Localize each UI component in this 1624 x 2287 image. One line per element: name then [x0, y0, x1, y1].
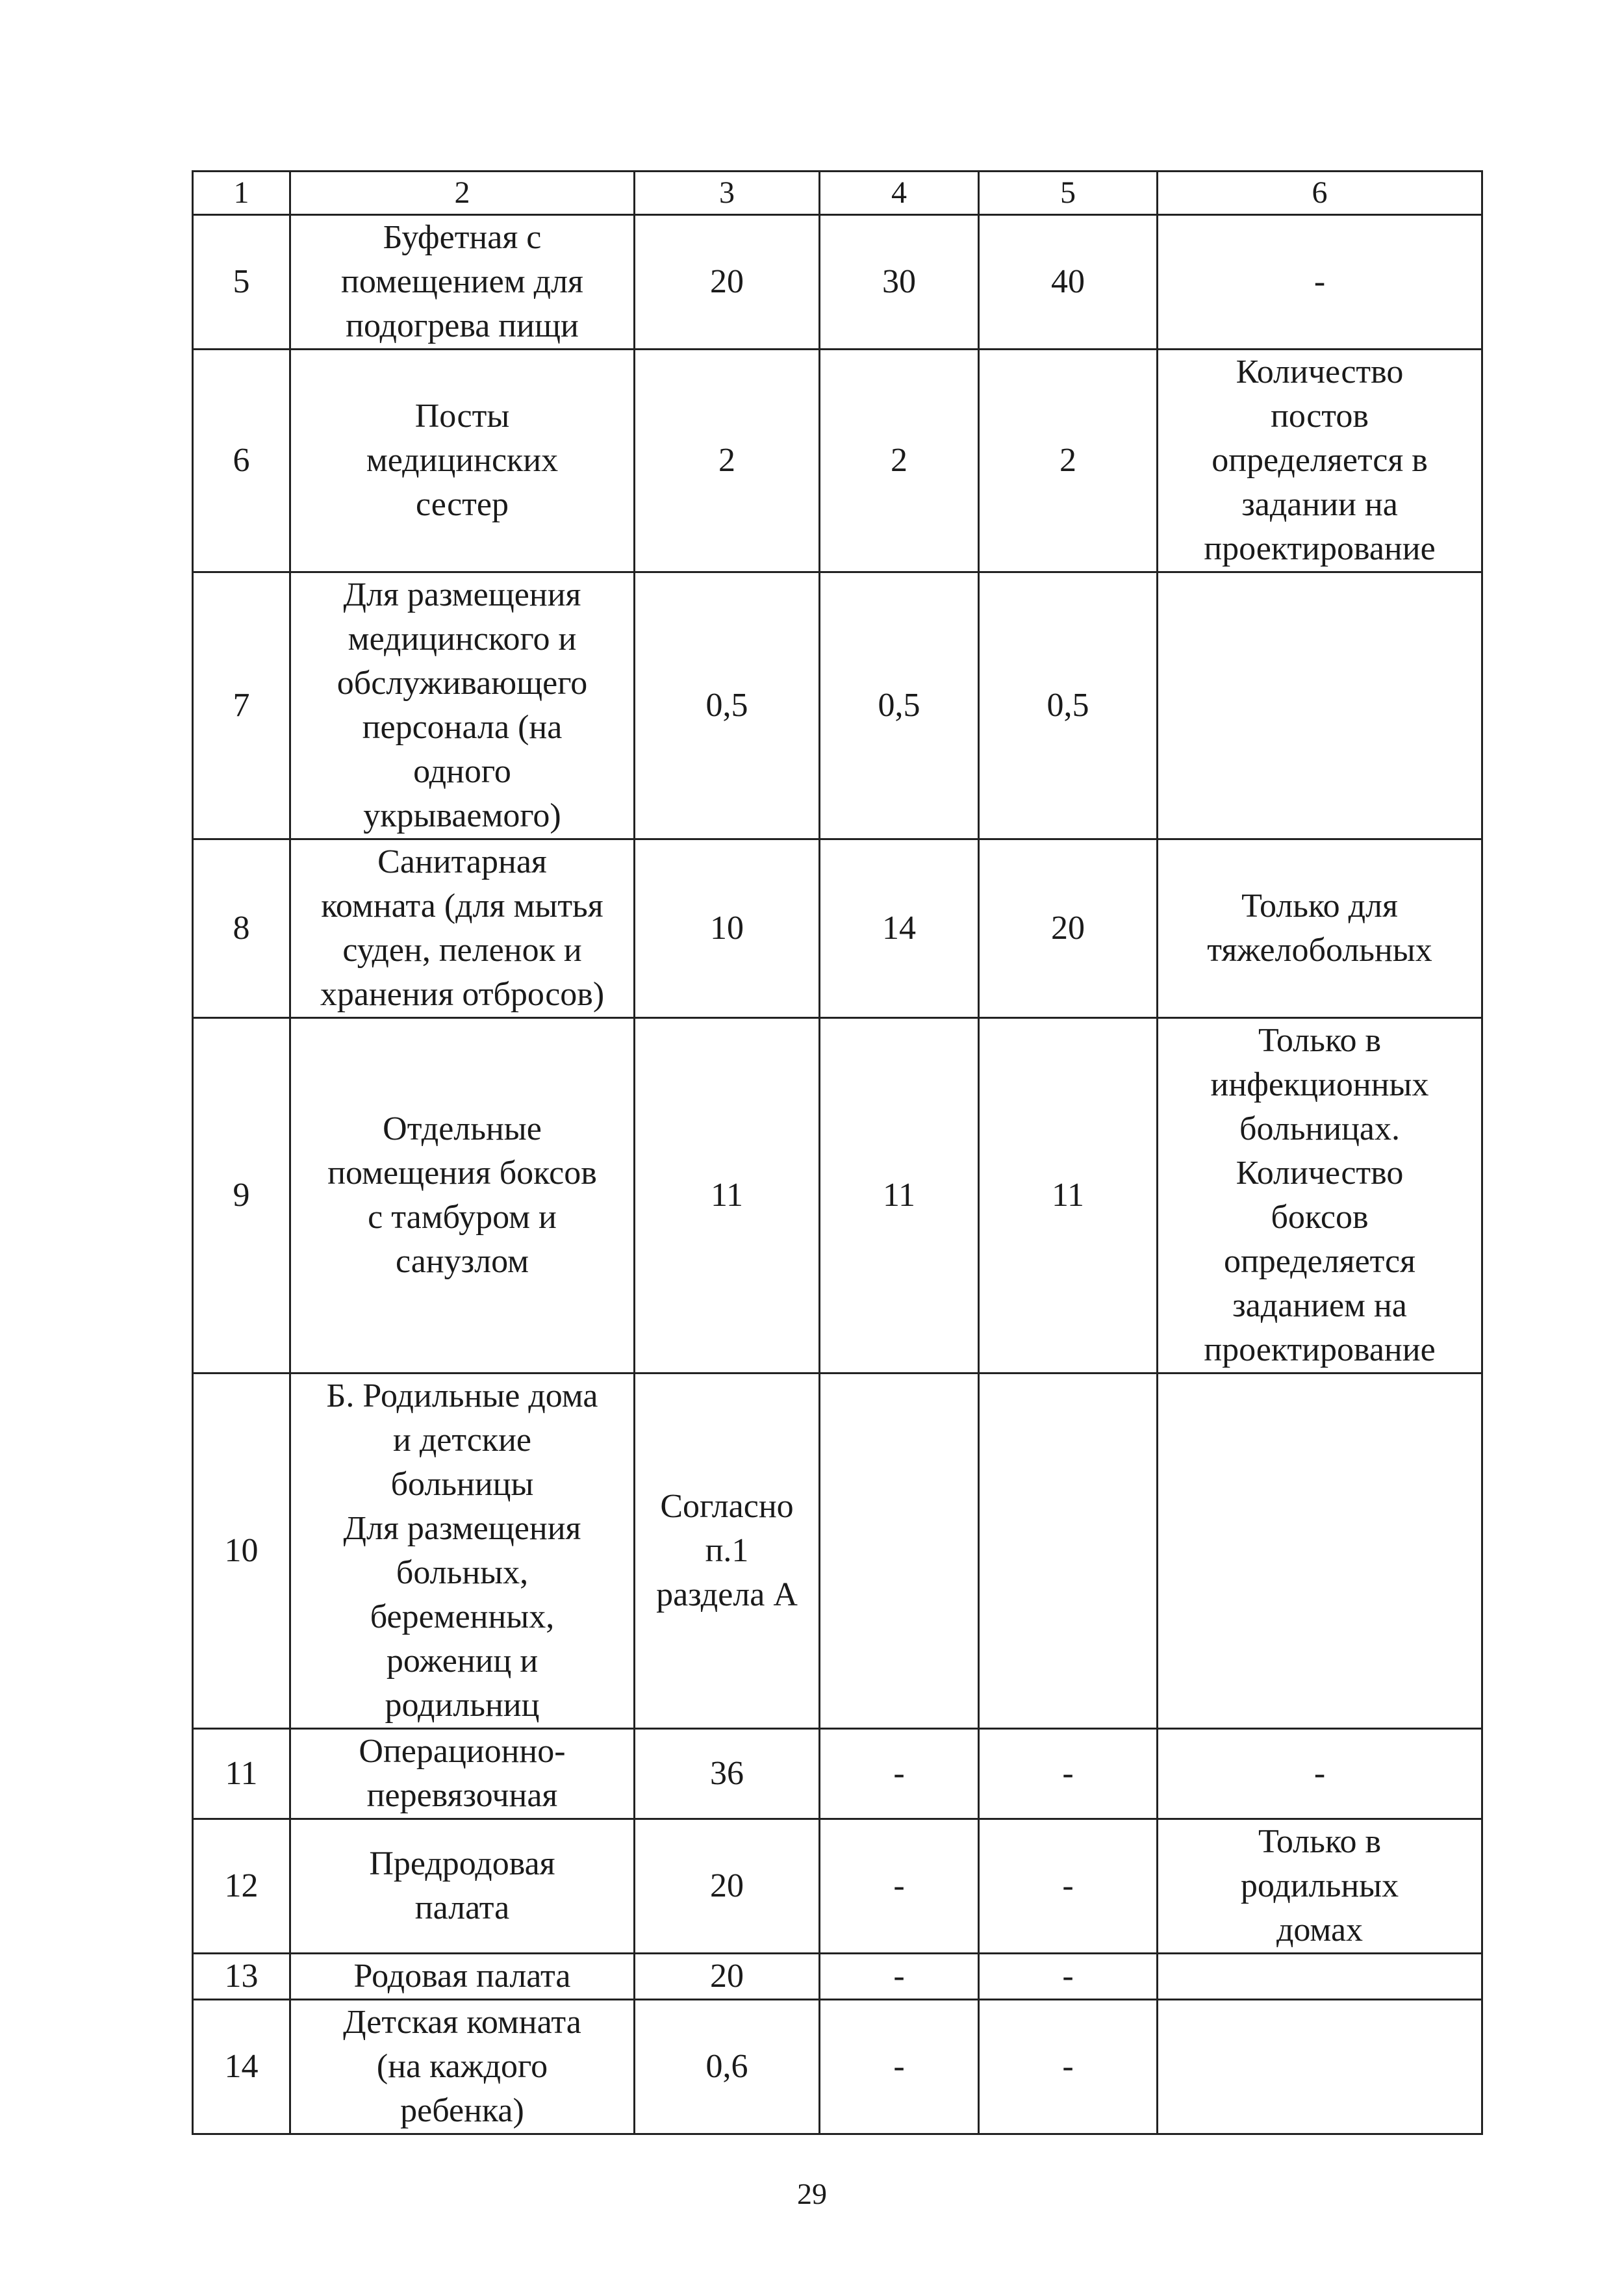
table-cell — [820, 1819, 979, 1954]
table-cell — [820, 350, 979, 572]
table-cell — [979, 1819, 1158, 1954]
table-cell — [1158, 2000, 1482, 2134]
table-cell — [1158, 215, 1482, 350]
cell-text: 0,5 — [878, 687, 920, 724]
header-cell: 1 — [193, 172, 290, 215]
table-cell — [193, 572, 290, 839]
table-row — [193, 1954, 1482, 2000]
cell-text: 14 — [224, 2048, 259, 2085]
cell-text: 8 — [233, 910, 250, 947]
table-cell — [635, 839, 820, 1018]
table-cell — [820, 1018, 979, 1373]
cell-text: 11 — [710, 1177, 744, 1214]
table-cell — [290, 1018, 635, 1373]
table-row — [193, 2000, 1482, 2134]
table-cell — [979, 2000, 1158, 2134]
table-cell — [635, 1954, 820, 2000]
table-cell — [979, 350, 1158, 572]
cell-text: - — [1062, 1755, 1074, 1792]
table-cell — [193, 1954, 290, 2000]
table-cell — [193, 1018, 290, 1373]
header-cell: 6 — [1158, 172, 1482, 215]
cell-text: 36 — [710, 1755, 744, 1792]
cell-text: Б. Родильные дома и детские больницы Для размещения больных, беременных, рожениц и родильниц — [326, 1377, 598, 1724]
table-cell — [193, 1729, 290, 1819]
cell-text: 2 — [1059, 442, 1076, 479]
table-cell — [635, 2000, 820, 2134]
table-cell — [1158, 1729, 1482, 1819]
table-row — [193, 1018, 1482, 1373]
cell-text: Буфетная с помещением для подогрева пищи — [341, 219, 583, 344]
cell-text: 0,6 — [705, 2048, 748, 2085]
cell-text: 13 — [224, 1958, 259, 1995]
table-body — [193, 172, 1482, 2134]
cell-text: 7 — [233, 687, 250, 724]
table-cell — [635, 350, 820, 572]
table-row — [193, 1729, 1482, 1819]
table-cell — [290, 1373, 635, 1729]
table-cell — [820, 1373, 979, 1729]
table-cell — [820, 839, 979, 1018]
table-cell — [290, 1729, 635, 1819]
table-cell — [290, 350, 635, 572]
cell-text: Посты медицинских сестер — [366, 398, 559, 523]
cell-text: - — [1313, 263, 1326, 300]
table-cell — [193, 839, 290, 1018]
table-cell — [290, 1954, 635, 2000]
cell-text: - — [1313, 1755, 1326, 1792]
cell-text: 6 — [233, 442, 250, 479]
table-cell — [635, 572, 820, 839]
cell-text: - — [1062, 1958, 1074, 1995]
table-cell — [193, 1819, 290, 1954]
cell-text: 40 — [1051, 263, 1085, 300]
cell-text: 0,5 — [1047, 687, 1089, 724]
table-cell — [1158, 839, 1482, 1018]
table-cell — [1158, 572, 1482, 839]
table-cell — [1158, 1954, 1482, 2000]
table-cell — [979, 215, 1158, 350]
table-row — [193, 1373, 1482, 1729]
table-cell — [820, 1729, 979, 1819]
table-cell — [193, 1373, 290, 1729]
table-cell — [979, 1373, 1158, 1729]
table-cell — [1158, 1018, 1482, 1373]
table-cell — [193, 350, 290, 572]
cell-text: - — [1062, 2048, 1074, 2085]
cell-text: 10 — [224, 1532, 259, 1569]
table-cell — [820, 572, 979, 839]
table-cell — [979, 1018, 1158, 1373]
cell-text: Для размещения медицинского и обслуживающего персонала (на одного укрываемого) — [336, 576, 588, 834]
cell-text: 2 — [718, 442, 735, 479]
cell-text: 20 — [710, 1958, 744, 1995]
table-cell — [979, 1729, 1158, 1819]
table-cell — [635, 1729, 820, 1819]
table-cell — [635, 215, 820, 350]
cell-text: 12 — [224, 1867, 259, 1904]
table-cell — [193, 2000, 290, 2134]
cell-text: 14 — [882, 910, 916, 947]
cell-text: Только для тяжелобольных — [1207, 888, 1432, 969]
cell-text: - — [893, 2048, 905, 2085]
table-row — [193, 1819, 1482, 1954]
cell-text: 20 — [710, 263, 744, 300]
table-cell — [635, 1373, 820, 1729]
cell-text: 20 — [710, 1867, 744, 1904]
table-header-row — [193, 172, 1482, 215]
cell-text: 2 — [891, 442, 907, 479]
header-cell: 2 — [290, 172, 635, 215]
table-cell — [820, 2000, 979, 2134]
cell-text: Только в родильных домах — [1240, 1823, 1399, 1948]
table-cell — [1158, 350, 1482, 572]
header-cell: 5 — [979, 172, 1158, 215]
table-row — [193, 350, 1482, 572]
table-cell — [979, 572, 1158, 839]
cell-text: 11 — [225, 1755, 258, 1792]
table-row — [193, 215, 1482, 350]
page-number: 29 — [797, 2177, 827, 2210]
cell-text: Операционно- перевязочная — [359, 1733, 566, 1814]
table-cell — [820, 1954, 979, 2000]
table-cell — [290, 839, 635, 1018]
cell-text: Родовая палата — [353, 1958, 571, 1995]
table-cell — [290, 572, 635, 839]
norms-table — [192, 170, 1483, 2135]
table-cell — [635, 1819, 820, 1954]
header-cell: 3 — [635, 172, 820, 215]
cell-text: 11 — [1051, 1177, 1085, 1214]
table-row — [193, 839, 1482, 1018]
cell-text: - — [893, 1755, 905, 1792]
cell-text: - — [893, 1958, 905, 1995]
header-cell: 4 — [820, 172, 979, 215]
table-cell — [290, 2000, 635, 2134]
table-cell — [1158, 1373, 1482, 1729]
cell-text: - — [1062, 1867, 1074, 1904]
cell-text: Согласно п.1 раздела А — [656, 1488, 798, 1613]
table-row — [193, 572, 1482, 839]
cell-text: - — [893, 1867, 905, 1904]
table-cell — [290, 215, 635, 350]
table-cell — [1158, 1819, 1482, 1954]
cell-text: Количество постов определяется в задании на проектирование — [1204, 353, 1436, 567]
table-cell — [290, 1819, 635, 1954]
cell-text: 10 — [710, 910, 744, 947]
cell-text: 5 — [233, 263, 250, 300]
cell-text: 0,5 — [705, 687, 748, 724]
table-cell — [979, 1954, 1158, 2000]
cell-text: 30 — [882, 263, 916, 300]
cell-text: 20 — [1051, 910, 1085, 947]
cell-text: Санитарная комната (для мытья суден, пеленок и хранения отбросов) — [320, 843, 605, 1013]
table-cell — [820, 215, 979, 350]
table-cell — [193, 215, 290, 350]
cell-text: 11 — [882, 1177, 916, 1214]
cell-text: Только в инфекционных больницах. Количество боксов определяется заданием на проектирование — [1204, 1022, 1436, 1368]
cell-text: 9 — [233, 1177, 250, 1214]
table-cell — [635, 1018, 820, 1373]
table-cell — [979, 839, 1158, 1018]
cell-text: Предродовая палата — [369, 1845, 555, 1926]
cell-text: Детская комната (на каждого ребенка) — [343, 2004, 581, 2129]
cell-text: Отдельные помещения боксов с тамбуром и санузлом — [327, 1110, 597, 1280]
